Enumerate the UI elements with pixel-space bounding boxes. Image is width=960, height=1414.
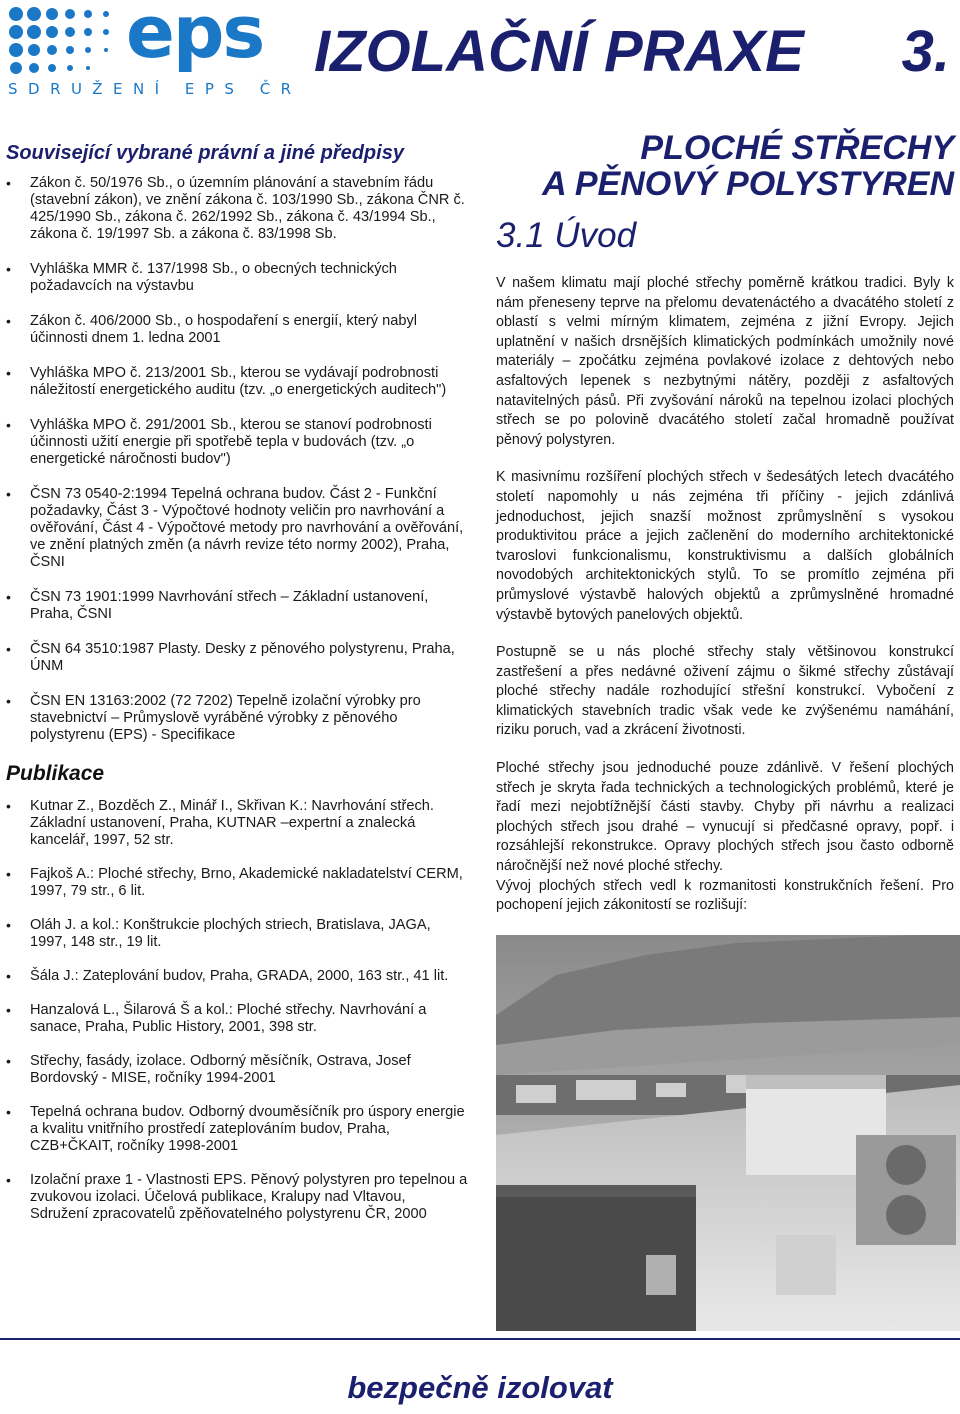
- chapter-title-line2: A PĚNOVÝ POLYSTYREN: [542, 165, 954, 203]
- page-title: [314, 18, 954, 85]
- list-item: • Střechy, fasády, izolace. Odborný měsíčník, Ostrava, Josef Bordovský - MISE, ročníky 1994-2001: [6, 1053, 411, 1086]
- logo-text: eps: [126, 0, 264, 74]
- list-item: • Tepelná ochrana budov. Odborný dvouměsíčník pro úspory energie a kvalitu vnitřního prostředí zateplováním budov, Praha, CZB+ČKAIT, ročníky 1998-2001: [6, 1104, 465, 1154]
- left-column: [6, 142, 468, 1240]
- list-item: • Zákon č. 406/2000 Sb., o hospodaření s energií, který nabyl účinnosti dnem 1. ledna 2001: [6, 313, 417, 346]
- publications-list: [6, 798, 468, 1223]
- list-item: • Šála J.: Zateplování budov, Praha, GRADA, 2000, 163 str., 41 lit.: [6, 968, 449, 984]
- list-item: • Zákon č. 50/1976 Sb., o územním plánování a stavebním řádu (stavební zákon), ve znění zákona č. 103/1990 Sb., zákona ČNR č. 425/1990 Sb., zákona č. 262/1992 Sb., zákona č. 43/1994 Sb., zákona č. 19/1997 Sb. a zákona č. 83/1998 Sb.: [6, 175, 465, 242]
- publications-heading: Publikace: [6, 762, 105, 785]
- paragraph: V našem klimatu mají ploché střechy poměrně krátkou tradici. Byly k nám přeneseny teprve na přelomu devatenáctého a dvacátého století z oblastí s velmi mírným klimatem, zejména z jižní Evropy. Jejich uplatnění v našich drsnějších klimatických podmínkách umožnily nové materiály – zpočátku zejména povlakové izolace z dehtových nebo asfaltových lepenek s nezbytnými nátěry, později z asfaltových natavitelných pásů. Při zvyšování nároků na tepelnou izolaci plochých střech se po polovině dvacátého století začal hromadně používat pěnový polystyren.: [496, 275, 954, 448]
- list-item: • ČSN 64 3510:1987 Plasty. Desky z pěnového polystyrenu, Praha, ÚNM: [6, 641, 455, 674]
- chapter-title: [496, 130, 954, 202]
- list-item: • Izolační praxe 1 - Vlastnosti EPS. Pěnový polystyren pro tepelnou a zvukovou izolaci. Účelová publikace, Kralupy nad Vltavou, Sdružení zpracovatelů zpěňovatelného polystyrenu ČR, 2000: [6, 1172, 468, 1222]
- paragraph: Ploché střechy jsou jednoduché pouze zdánlivě. V řešení plochých střech je skryta řada technických a technologických problémů, které je řadí mezi nejobtížnější části stavby. Chyby při návrhu a realizaci plochých střech jsou drahé – vynucují si předčasné opravy, popř. i rozsáhlejší rekonstrukce. Opravy plochých střech jsou často odborně náročnější než nové ploché střechy.: [496, 760, 954, 875]
- right-column: [496, 130, 954, 916]
- chapter-title-line1: PLOCHÉ STŘECHY: [640, 129, 954, 167]
- list-item: • Kutnar Z., Bozděch Z., Minář I., Skřivan K.: Navrhování střech. Základní ustanovení, Praha, KUTNAR –expertní a znalecká kancelář, 1997, 52 str.: [6, 798, 434, 848]
- paragraph: K masivnímu rozšíření plochých střech v šedesátých letech dvacátého století napomohly u nás zejména tři příčiny - jejich zdánlivá jednoduchost, jejich snazší možnost zprůmyslnění s vysokou produktivitou práce a jejich začlenění do moderního architektonické tvaroslovi funkcionalismu, konstruktivismu a dalších globálních novodobých architektonických stylů. To se promítlo zejména při průmyslové výstavbě halových objektů a zprůmyslněné hromadné výstavbě bytových panelových objektů.: [496, 469, 954, 623]
- roof-photo-illustration: [496, 935, 960, 1331]
- footer-rule: [0, 1338, 960, 1340]
- list-item: • ČSN 73 0540-2:1994 Tepelná ochrana budov. Část 2 - Funkční požadavky, Část 3 - Výpočtové hodnoty veličin pro navrhování a ověřování, Část 4 - Výpočtové metody pro navrhování a ověřování, ve znění platných změn (a návrh revize této normy 2002), Praha, ČSNI: [6, 486, 464, 570]
- list-item: • Vyhláška MMR č. 137/1998 Sb., o obecných technických požadavcích na výstavbu: [6, 261, 397, 294]
- logo-subtitle: SDRUŽENÍ EPS ČR: [8, 80, 302, 98]
- logo-dots-icon: [6, 4, 130, 78]
- legal-list: [6, 175, 468, 744]
- list-item: • Hanzalová L., Šilarová Š a kol.: Ploché střechy. Navrhování a sanace, Praha, Public History, 2001, 398 str.: [6, 1002, 427, 1035]
- section-title: 3.1 Úvod: [496, 216, 637, 255]
- list-item: • Vyhláška MPO č. 213/2001 Sb., kterou se vydávají podrobnosti náležitostí energetického auditu (tzv. „o energetických auditech"): [6, 365, 447, 398]
- list-item: • Oláh J. a kol.: Konštrukcie plochých striech, Bratislava, JAGA, 1997, 148 str., 19 lit.: [6, 917, 431, 950]
- list-item: • Vyhláška MPO č. 291/2001 Sb., kterou se stanoví podrobnosti účinnosti užití energie při spotřebě tepla v budovách (tzv. „o energetické náročnosti budov"): [6, 417, 432, 467]
- flat-roof-photo: [496, 935, 960, 1331]
- paragraph: Postupně se u nás ploché střechy staly většinovou konstrukcí zastřešení a přes nedávné oživení zájmu o šikmé střechy zůstávají ploché střechy nadále rozhodující střešní konstrukcí. Vybočení z klimatických stavebních tradic však vede ke zvýšenému namáhání, riziku poruch, vad a zkrácení životnosti.: [496, 644, 954, 739]
- list-item: • Fajkoš A.: Ploché střechy, Brno, Akademické nakladatelství CERM, 1997, 79 str., 6 lit.: [6, 866, 463, 899]
- list-item: • ČSN EN 13163:2002 (72 7202) Tepelně izolační výrobky pro stavebnictví – Průmyslově vyráběné výrobky z pěnového polystyrenu (EPS) - Specifikace: [6, 693, 421, 743]
- paragraph: Vývoj plochých střech vedl k rozmanitosti konstrukčních řešení. Pro pochopení jejich zákonitostí se rozlišují:: [496, 877, 954, 914]
- list-item: • ČSN 73 1901:1999 Navrhování střech – Základní ustanovení, Praha, ČSNI: [6, 589, 429, 622]
- legal-heading: Související vybrané právní a jiné předpisy: [6, 142, 404, 164]
- eps-logo: [6, 0, 302, 100]
- issue-number: 3.: [901, 19, 950, 84]
- footer-slogan: bezpečně izolovat: [347, 1370, 613, 1405]
- page-title-text: IZOLAČNÍ PRAXE: [314, 19, 804, 84]
